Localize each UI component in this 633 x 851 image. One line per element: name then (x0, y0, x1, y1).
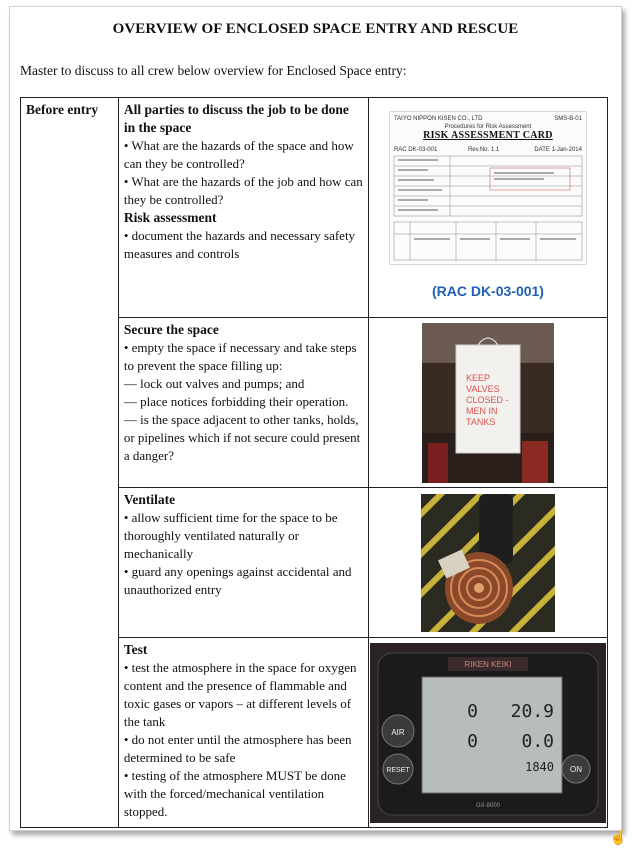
ventilation-photo-cell (368, 488, 607, 638)
row-line: • allow sufficient time for the space to be thoroughly ventilated naturally or mechanically (123, 510, 338, 561)
table-row (21, 98, 608, 318)
ventilation-fan-photo (421, 494, 555, 632)
row-line: • document the hazards and necessary safety measures and controls (123, 228, 356, 261)
detector-model: GX-8000 (475, 802, 500, 809)
detector-brand: RIKEN KEIKI (464, 659, 512, 669)
row-line: • guard any openings against accidental and unauthorized entry (123, 564, 352, 597)
card-rac-no: DK-03-001 (408, 147, 438, 153)
card-rac-label: RAC (393, 147, 407, 153)
reading-right: 1840 (525, 759, 554, 774)
sign-line: TANKS (465, 416, 496, 427)
card-date: 1-Jan-2014 (551, 147, 582, 153)
row-line: — place notices forbidding their operation. (123, 394, 349, 409)
row-text (118, 488, 368, 638)
card-title: RISK ASSESSMENT CARD (423, 130, 553, 141)
card-rev-no: 1.1 (490, 147, 500, 153)
procedure-table (20, 97, 608, 828)
rac-reference-label: (RAC DK-03-001) (431, 283, 544, 299)
row-heading: Test (123, 642, 148, 657)
row-line: • empty the space if necessary and take steps to prevent the space filling up: (123, 340, 357, 373)
document-page (9, 6, 622, 831)
risk-card-cell (368, 98, 607, 318)
card-rev-label: Rev.No. (467, 147, 490, 153)
card-doc-no: SMS-B-01 (554, 116, 582, 122)
row-line: • testing of the atmosphere MUST be done with the forced/mechanical ventilation stopped. (123, 768, 346, 819)
section-label: Before entry (21, 98, 119, 828)
row-line: • do not enter until the atmosphere has been determined to be safe (123, 732, 352, 765)
row-subheading: Risk assessment (123, 210, 217, 225)
valve-sign-photo (422, 323, 554, 483)
sign-line: VALVES (465, 383, 500, 394)
sign-line: CLOSED - (465, 394, 509, 405)
sign-photo-cell (368, 318, 607, 488)
card-procedure: Procedures for Risk Assessment (444, 124, 532, 130)
risk-assessment-card-image (389, 111, 587, 265)
reading-right: 20.9 (510, 700, 554, 722)
reading-left: 0 (467, 730, 478, 752)
row-line: — is the space adjacent to other tanks, holds, or pipelines which if not secure could present a danger? (123, 412, 361, 463)
reading-right: 0.0 (521, 730, 554, 752)
sign-line: MEN IN (465, 405, 498, 416)
intro-text: Master to discuss to all crew below overview for Enclosed Space entry: (20, 63, 407, 78)
row-line: — lock out valves and pumps; and (123, 376, 305, 391)
row-text (118, 98, 368, 318)
row-line: • What are the hazards of the job and how can they be controlled? (123, 174, 363, 207)
row-heading: Secure the space (123, 322, 219, 337)
row-text (118, 638, 368, 828)
row-heading: All parties to discuss the job to be done in the space (123, 102, 349, 135)
hand-cursor-icon: ☝ (609, 831, 627, 846)
row-line: • test the atmosphere in the space for oxygen content and the presence of flammable and toxic gases or vapors – at different levels of the tank (123, 660, 357, 729)
sign-line: KEEP (465, 372, 490, 383)
reset-button-label: RESET (386, 766, 410, 774)
gas-detector-photo-cell (368, 638, 607, 828)
on-button-label: ON (569, 764, 582, 774)
row-line: • What are the hazards of the space and how can they be controlled? (123, 138, 354, 171)
reading-left: 0 (467, 700, 478, 722)
card-form-lines (390, 112, 586, 264)
gas-detector-photo (370, 643, 606, 823)
row-text (118, 318, 368, 488)
row-heading: Ventilate (123, 492, 176, 507)
document-title: OVERVIEW OF ENCLOSED SPACE ENTRY AND RESCUE (112, 21, 519, 37)
air-button-label: AIR (391, 727, 405, 737)
card-company: TAIYO NIPPON KISEN CO., LTD (393, 116, 483, 122)
card-date-label: DATE (534, 147, 550, 153)
